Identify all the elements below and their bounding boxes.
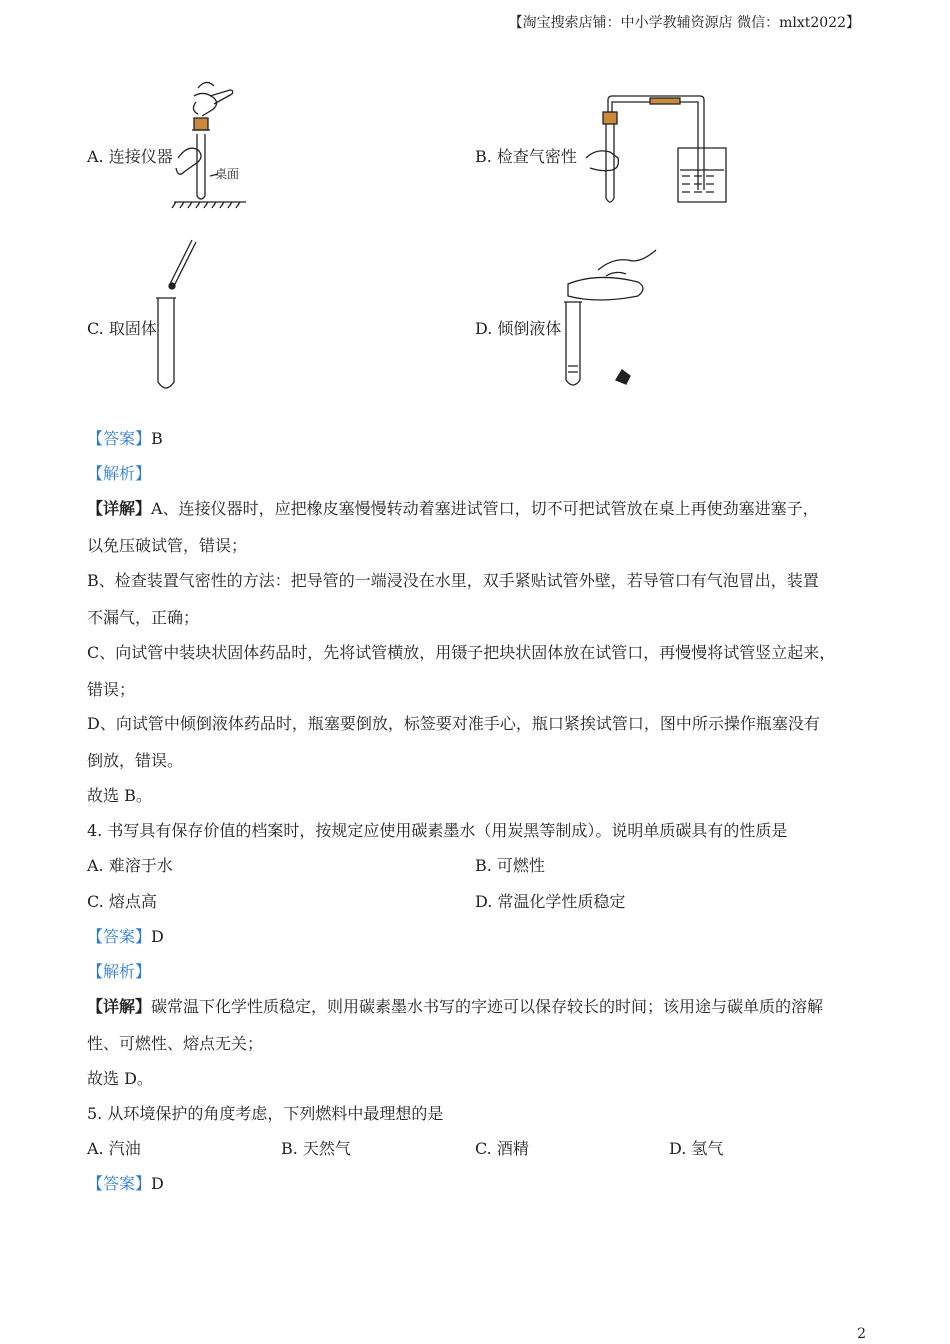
q4-analysis-tag: 【解析】: [87, 962, 152, 981]
q4-option-b: B. 可燃性: [475, 856, 545, 875]
q4-conclusion: 故选 D。: [87, 1069, 153, 1088]
q5-option-c: C. 酒精: [475, 1139, 529, 1158]
q4-detail-line2: 性、可燃性、熔点无关；: [87, 1034, 264, 1053]
q3-detail-line2: 以免压破试管，错误；: [87, 536, 248, 555]
desk-note: 桌面: [215, 167, 240, 181]
q3-analysis-tag: 【解析】: [87, 464, 152, 483]
q5-option-a: A. 汽油: [87, 1139, 141, 1158]
option-b-label: B. 检查气密性: [475, 147, 577, 166]
q4-option-c: C. 熔点高: [87, 892, 157, 911]
q3-detail-line1: 【详解】A、连接仪器时，应把橡皮塞慢慢转动着塞进试管口，切不可把试管放在桌上再使劲塞进塞子，: [87, 499, 819, 518]
q3-detail-line3: B、检查装置气密性的方法：把导管的一端浸没在水里，双手紧贴试管外壁，若导管口有气泡冒出，装置: [87, 571, 819, 590]
option-c-label: C. 取固体: [87, 319, 157, 338]
q3-detail-line7: D、向试管中倾倒液体药品时，瓶塞要倒放，标签要对准手心，瓶口紧挨试管口，图中所示操作瓶塞没有: [87, 714, 820, 733]
q3-answer: 【答案】B: [87, 429, 163, 448]
q5-option-b: B. 天然气: [281, 1139, 351, 1158]
q3-detail-line4: 不漏气，正确；: [87, 608, 200, 627]
q3-detail-line6: 错误；: [87, 680, 136, 699]
airtightness-check-illustration: [578, 96, 728, 206]
q3-conclusion: 故选 B。: [87, 786, 152, 805]
option-d-label: D. 倾倒液体: [475, 319, 562, 338]
option-a-label: A. 连接仪器: [87, 147, 173, 166]
take-solid-illustration: [150, 236, 200, 392]
connect-apparatus-illustration: [170, 78, 250, 206]
page-header: 【淘宝搜索店铺：中小学教辅资源店 微信：mlxt2022】: [508, 15, 860, 31]
q4-stem: 4. 书写具有保存价值的档案时，按规定应使用碳素墨水（用炭黑等制成）。说明单质碳具有的性质是: [87, 821, 788, 840]
page-number: 2: [857, 1326, 866, 1342]
q3-detail-line8: 倒放，错误。: [87, 751, 184, 770]
q4-detail-line1: 【详解】碳常温下化学性质稳定，则用碳素墨水书写的字迹可以保存较长的时间；该用途与碳单质的溶解: [87, 997, 824, 1016]
q4-option-d: D. 常温化学性质稳定: [475, 892, 626, 911]
q4-answer: 【答案】D: [87, 927, 164, 946]
q5-stem: 5. 从环境保护的角度考虑，下列燃料中最理想的是: [87, 1104, 444, 1123]
q4-option-a: A. 难溶于水: [87, 856, 173, 875]
pour-liquid-illustration: [558, 248, 668, 390]
q3-detail-line5: C、向试管中装块状固体药品时，先将试管横放，用镊子把块状固体放在试管口，再慢慢将试管竖立起来，: [87, 643, 836, 662]
q5-answer: 【答案】D: [87, 1174, 164, 1193]
q5-option-d: D. 氢气: [669, 1139, 724, 1158]
